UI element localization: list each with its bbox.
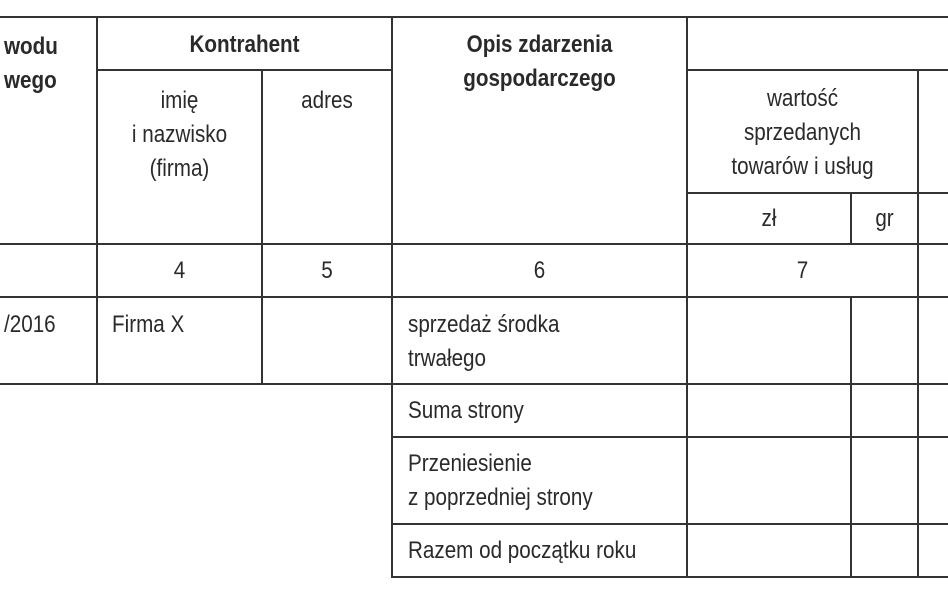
column-number-7: 7 [796,257,809,284]
sales-header-line3: towarów i usług [731,153,874,180]
rule-table-bottom [391,576,948,578]
col-border-zl-gr-body [850,296,852,578]
contractor-header: Kontrahent [189,31,300,58]
entry-description-line1: sprzedaż środka [408,311,560,338]
rule-subheader-sales [686,69,948,71]
page-sum-label: Suma strony [408,397,524,424]
entry-description-line2: trwałego [408,345,487,372]
rule-header-bottom [0,243,948,245]
rule-numbers-bottom [0,296,948,298]
column-number-5: 5 [321,257,333,284]
event-header-line2: gospodarczego [463,65,616,92]
col-border-2 [261,69,263,385]
rule-entry-bottom [0,383,948,385]
event-header-line1: Opis zdarzenia [466,31,613,58]
sales-header-line2: sprzedanych [743,119,862,146]
sales-header-line1: wartość [766,85,839,112]
zl-header: zł [761,205,777,232]
entry-date: /2016 [4,311,56,338]
name-header-line3: (firma) [149,155,210,182]
rule-page-sum-bottom [391,436,948,438]
col-border-3 [391,16,393,578]
col-border-5 [917,69,919,578]
column-number-6: 6 [533,257,546,284]
entry-contractor: Firma X [112,311,185,338]
rule-currency [686,192,948,194]
name-header-line1: imię [160,87,199,114]
address-header: adres [301,87,353,114]
carryover-label-line1: Przeniesienie [408,450,532,477]
carryover-label-line2: z poprzedniej strony [408,484,593,511]
name-header-line2: i nazwisko [131,121,228,148]
col-border-zl-gr [850,192,852,245]
rule-subheader [96,69,391,71]
proof-header-line2: wego [4,67,57,94]
year-total-label: Razem od początku roku [408,537,637,564]
gr-header: gr [875,205,894,232]
rule-carryover-bottom [391,523,948,525]
col-border-4 [686,16,688,578]
column-number-4: 4 [173,257,186,284]
proof-header-line1: wodu [4,33,58,60]
rule-top [0,16,948,18]
col-border-1 [96,16,98,385]
